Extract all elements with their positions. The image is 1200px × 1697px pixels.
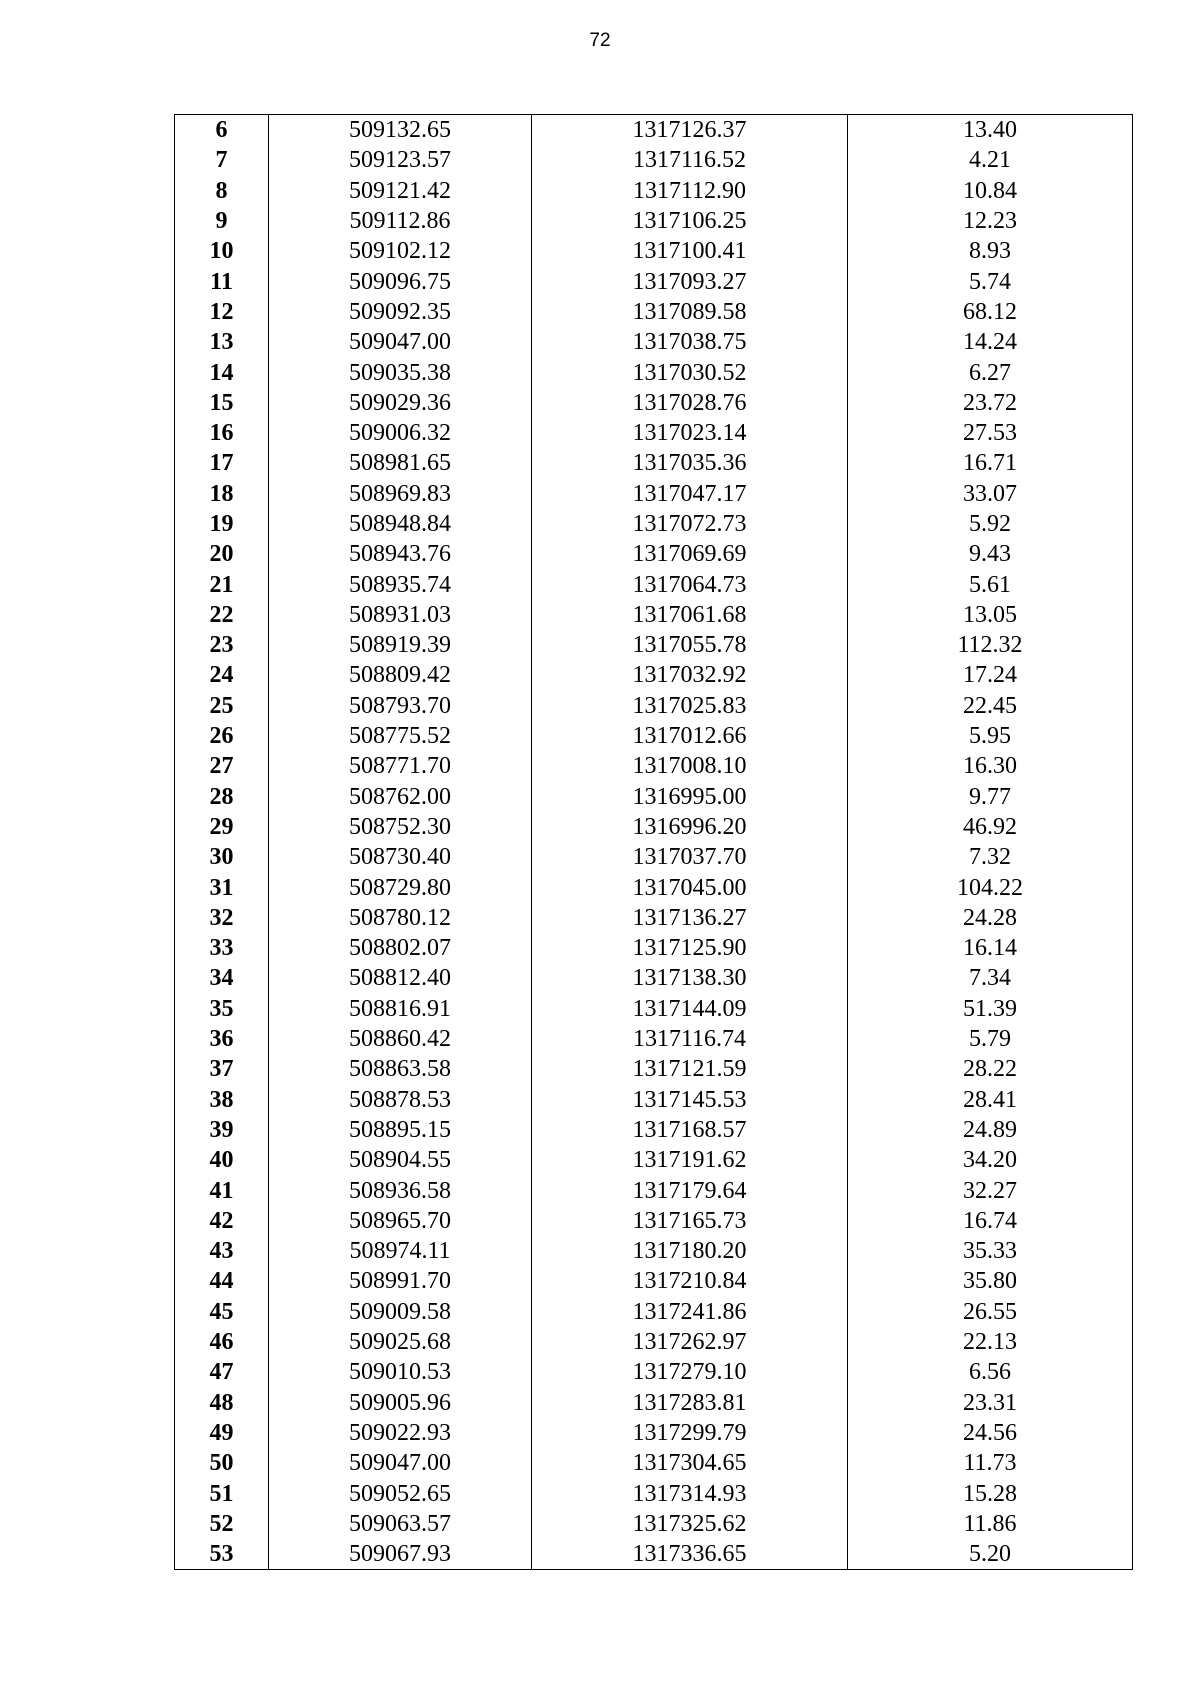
x-coordinate-cell: 509047.00 bbox=[269, 327, 532, 357]
y-coordinate-cell: 1317299.79 bbox=[532, 1418, 848, 1448]
table-row bbox=[175, 1418, 1133, 1448]
point-number-cell: 38 bbox=[175, 1085, 269, 1115]
coordinates-table bbox=[174, 114, 1133, 1570]
point-number-cell: 18 bbox=[175, 479, 269, 509]
distance-cell: 28.41 bbox=[848, 1085, 1133, 1115]
distance-cell: 14.24 bbox=[848, 327, 1133, 357]
y-coordinate-cell: 1316995.00 bbox=[532, 782, 848, 812]
x-coordinate-cell: 508936.58 bbox=[269, 1175, 532, 1205]
distance-cell: 104.22 bbox=[848, 872, 1133, 902]
table-row bbox=[175, 903, 1133, 933]
table-row bbox=[175, 630, 1133, 660]
y-coordinate-cell: 1317241.86 bbox=[532, 1297, 848, 1327]
y-coordinate-cell: 1317064.73 bbox=[532, 569, 848, 599]
point-number-cell: 8 bbox=[175, 176, 269, 206]
point-number-cell: 36 bbox=[175, 1024, 269, 1054]
y-coordinate-cell: 1317106.25 bbox=[532, 206, 848, 236]
x-coordinate-cell: 509010.53 bbox=[269, 1357, 532, 1387]
point-number-cell: 23 bbox=[175, 630, 269, 660]
point-number-cell: 37 bbox=[175, 1054, 269, 1084]
table-row bbox=[175, 206, 1133, 236]
table-row bbox=[175, 1327, 1133, 1357]
distance-cell: 13.05 bbox=[848, 600, 1133, 630]
y-coordinate-cell: 1317314.93 bbox=[532, 1478, 848, 1508]
x-coordinate-cell: 509067.93 bbox=[269, 1539, 532, 1570]
x-coordinate-cell: 509025.68 bbox=[269, 1327, 532, 1357]
distance-cell: 24.89 bbox=[848, 1115, 1133, 1145]
y-coordinate-cell: 1317025.83 bbox=[532, 691, 848, 721]
table-row bbox=[175, 297, 1133, 327]
x-coordinate-cell: 508802.07 bbox=[269, 933, 532, 963]
distance-cell: 4.21 bbox=[848, 145, 1133, 175]
distance-cell: 5.92 bbox=[848, 509, 1133, 539]
point-number-cell: 48 bbox=[175, 1387, 269, 1417]
y-coordinate-cell: 1317179.64 bbox=[532, 1175, 848, 1205]
y-coordinate-cell: 1317144.09 bbox=[532, 994, 848, 1024]
y-coordinate-cell: 1317279.10 bbox=[532, 1357, 848, 1387]
distance-cell: 13.40 bbox=[848, 115, 1133, 146]
distance-cell: 5.74 bbox=[848, 266, 1133, 296]
point-number-cell: 29 bbox=[175, 812, 269, 842]
point-number-cell: 16 bbox=[175, 418, 269, 448]
x-coordinate-cell: 509121.42 bbox=[269, 176, 532, 206]
distance-cell: 16.74 bbox=[848, 1206, 1133, 1236]
point-number-cell: 20 bbox=[175, 539, 269, 569]
point-number-cell: 26 bbox=[175, 721, 269, 751]
page-number: 72 bbox=[589, 30, 611, 51]
y-coordinate-cell: 1317023.14 bbox=[532, 418, 848, 448]
distance-cell: 22.45 bbox=[848, 691, 1133, 721]
x-coordinate-cell: 508812.40 bbox=[269, 963, 532, 993]
point-number-cell: 45 bbox=[175, 1297, 269, 1327]
x-coordinate-cell: 508943.76 bbox=[269, 539, 532, 569]
y-coordinate-cell: 1317116.52 bbox=[532, 145, 848, 175]
y-coordinate-cell: 1317047.17 bbox=[532, 479, 848, 509]
y-coordinate-cell: 1317116.74 bbox=[532, 1024, 848, 1054]
point-number-cell: 39 bbox=[175, 1115, 269, 1145]
y-coordinate-cell: 1317072.73 bbox=[532, 509, 848, 539]
y-coordinate-cell: 1317165.73 bbox=[532, 1206, 848, 1236]
point-number-cell: 50 bbox=[175, 1448, 269, 1478]
table-row bbox=[175, 1387, 1133, 1417]
y-coordinate-cell: 1317008.10 bbox=[532, 751, 848, 781]
x-coordinate-cell: 508965.70 bbox=[269, 1206, 532, 1236]
table-row bbox=[175, 1266, 1133, 1296]
point-number-cell: 9 bbox=[175, 206, 269, 236]
y-coordinate-cell: 1317112.90 bbox=[532, 176, 848, 206]
x-coordinate-cell: 508919.39 bbox=[269, 630, 532, 660]
table-row bbox=[175, 479, 1133, 509]
point-number-cell: 52 bbox=[175, 1509, 269, 1539]
x-coordinate-cell: 508981.65 bbox=[269, 448, 532, 478]
x-coordinate-cell: 509102.12 bbox=[269, 236, 532, 266]
x-coordinate-cell: 509092.35 bbox=[269, 297, 532, 327]
distance-cell: 6.27 bbox=[848, 357, 1133, 387]
distance-cell: 112.32 bbox=[848, 630, 1133, 660]
x-coordinate-cell: 509035.38 bbox=[269, 357, 532, 387]
point-number-cell: 33 bbox=[175, 933, 269, 963]
y-coordinate-cell: 1317089.58 bbox=[532, 297, 848, 327]
x-coordinate-cell: 508969.83 bbox=[269, 479, 532, 509]
point-number-cell: 47 bbox=[175, 1357, 269, 1387]
table-row bbox=[175, 1509, 1133, 1539]
distance-cell: 12.23 bbox=[848, 206, 1133, 236]
table-row bbox=[175, 782, 1133, 812]
y-coordinate-cell: 1317030.52 bbox=[532, 357, 848, 387]
point-number-cell: 25 bbox=[175, 691, 269, 721]
point-number-cell: 31 bbox=[175, 872, 269, 902]
x-coordinate-cell: 508863.58 bbox=[269, 1054, 532, 1084]
table-row bbox=[175, 509, 1133, 539]
distance-cell: 51.39 bbox=[848, 994, 1133, 1024]
x-coordinate-cell: 508793.70 bbox=[269, 691, 532, 721]
distance-cell: 23.31 bbox=[848, 1387, 1133, 1417]
point-number-cell: 32 bbox=[175, 903, 269, 933]
point-number-cell: 13 bbox=[175, 327, 269, 357]
point-number-cell: 40 bbox=[175, 1145, 269, 1175]
y-coordinate-cell: 1317283.81 bbox=[532, 1387, 848, 1417]
distance-cell: 8.93 bbox=[848, 236, 1133, 266]
point-number-cell: 22 bbox=[175, 600, 269, 630]
distance-cell: 17.24 bbox=[848, 660, 1133, 690]
y-coordinate-cell: 1317210.84 bbox=[532, 1266, 848, 1296]
table-row bbox=[175, 448, 1133, 478]
y-coordinate-cell: 1317336.65 bbox=[532, 1539, 848, 1570]
table-row bbox=[175, 963, 1133, 993]
table-row bbox=[175, 1175, 1133, 1205]
y-coordinate-cell: 1317061.68 bbox=[532, 600, 848, 630]
distance-cell: 32.27 bbox=[848, 1175, 1133, 1205]
y-coordinate-cell: 1317325.62 bbox=[532, 1509, 848, 1539]
distance-cell: 35.33 bbox=[848, 1236, 1133, 1266]
coordinates-table-body bbox=[175, 115, 1133, 1570]
distance-cell: 24.56 bbox=[848, 1418, 1133, 1448]
table-row bbox=[175, 236, 1133, 266]
point-number-cell: 11 bbox=[175, 266, 269, 296]
x-coordinate-cell: 509047.00 bbox=[269, 1448, 532, 1478]
table-row bbox=[175, 569, 1133, 599]
point-number-cell: 10 bbox=[175, 236, 269, 266]
distance-cell: 9.43 bbox=[848, 539, 1133, 569]
table-row bbox=[175, 872, 1133, 902]
y-coordinate-cell: 1317100.41 bbox=[532, 236, 848, 266]
x-coordinate-cell: 509132.65 bbox=[269, 115, 532, 146]
table-row bbox=[175, 266, 1133, 296]
y-coordinate-cell: 1317145.53 bbox=[532, 1085, 848, 1115]
distance-cell: 11.86 bbox=[848, 1509, 1133, 1539]
table-row bbox=[175, 1145, 1133, 1175]
table-row bbox=[175, 357, 1133, 387]
y-coordinate-cell: 1317138.30 bbox=[532, 963, 848, 993]
distance-cell: 46.92 bbox=[848, 812, 1133, 842]
x-coordinate-cell: 508895.15 bbox=[269, 1115, 532, 1145]
point-number-cell: 53 bbox=[175, 1539, 269, 1570]
y-coordinate-cell: 1317093.27 bbox=[532, 266, 848, 296]
point-number-cell: 44 bbox=[175, 1266, 269, 1296]
distance-cell: 5.95 bbox=[848, 721, 1133, 751]
table-row bbox=[175, 1448, 1133, 1478]
y-coordinate-cell: 1317262.97 bbox=[532, 1327, 848, 1357]
table-row bbox=[175, 418, 1133, 448]
x-coordinate-cell: 509112.86 bbox=[269, 206, 532, 236]
table-row bbox=[175, 388, 1133, 418]
y-coordinate-cell: 1317028.76 bbox=[532, 388, 848, 418]
y-coordinate-cell: 1317126.37 bbox=[532, 115, 848, 146]
table-row bbox=[175, 812, 1133, 842]
table-row bbox=[175, 1115, 1133, 1145]
y-coordinate-cell: 1317037.70 bbox=[532, 842, 848, 872]
distance-cell: 5.20 bbox=[848, 1539, 1133, 1570]
point-number-cell: 34 bbox=[175, 963, 269, 993]
table-row bbox=[175, 933, 1133, 963]
table-row bbox=[175, 721, 1133, 751]
x-coordinate-cell: 508816.91 bbox=[269, 994, 532, 1024]
distance-cell: 33.07 bbox=[848, 479, 1133, 509]
distance-cell: 6.56 bbox=[848, 1357, 1133, 1387]
distance-cell: 68.12 bbox=[848, 297, 1133, 327]
table-row bbox=[175, 176, 1133, 206]
point-number-cell: 43 bbox=[175, 1236, 269, 1266]
point-number-cell: 51 bbox=[175, 1478, 269, 1508]
point-number-cell: 27 bbox=[175, 751, 269, 781]
distance-cell: 28.22 bbox=[848, 1054, 1133, 1084]
x-coordinate-cell: 509009.58 bbox=[269, 1297, 532, 1327]
distance-cell: 9.77 bbox=[848, 782, 1133, 812]
y-coordinate-cell: 1317121.59 bbox=[532, 1054, 848, 1084]
distance-cell: 7.32 bbox=[848, 842, 1133, 872]
table-row bbox=[175, 1357, 1133, 1387]
point-number-cell: 6 bbox=[175, 115, 269, 146]
y-coordinate-cell: 1317191.62 bbox=[532, 1145, 848, 1175]
distance-cell: 7.34 bbox=[848, 963, 1133, 993]
distance-cell: 5.61 bbox=[848, 569, 1133, 599]
point-number-cell: 42 bbox=[175, 1206, 269, 1236]
x-coordinate-cell: 508904.55 bbox=[269, 1145, 532, 1175]
y-coordinate-cell: 1317125.90 bbox=[532, 933, 848, 963]
table-row bbox=[175, 539, 1133, 569]
y-coordinate-cell: 1317038.75 bbox=[532, 327, 848, 357]
point-number-cell: 15 bbox=[175, 388, 269, 418]
table-row bbox=[175, 1024, 1133, 1054]
y-coordinate-cell: 1317136.27 bbox=[532, 903, 848, 933]
distance-cell: 5.79 bbox=[848, 1024, 1133, 1054]
x-coordinate-cell: 508729.80 bbox=[269, 872, 532, 902]
x-coordinate-cell: 509029.36 bbox=[269, 388, 532, 418]
distance-cell: 35.80 bbox=[848, 1266, 1133, 1296]
x-coordinate-cell: 508752.30 bbox=[269, 812, 532, 842]
y-coordinate-cell: 1317055.78 bbox=[532, 630, 848, 660]
distance-cell: 23.72 bbox=[848, 388, 1133, 418]
x-coordinate-cell: 508775.52 bbox=[269, 721, 532, 751]
point-number-cell: 28 bbox=[175, 782, 269, 812]
y-coordinate-cell: 1317012.66 bbox=[532, 721, 848, 751]
point-number-cell: 17 bbox=[175, 448, 269, 478]
x-coordinate-cell: 508780.12 bbox=[269, 903, 532, 933]
point-number-cell: 30 bbox=[175, 842, 269, 872]
table-row bbox=[175, 1085, 1133, 1115]
distance-cell: 11.73 bbox=[848, 1448, 1133, 1478]
x-coordinate-cell: 509052.65 bbox=[269, 1478, 532, 1508]
distance-cell: 27.53 bbox=[848, 418, 1133, 448]
x-coordinate-cell: 509022.93 bbox=[269, 1418, 532, 1448]
point-number-cell: 24 bbox=[175, 660, 269, 690]
x-coordinate-cell: 509005.96 bbox=[269, 1387, 532, 1417]
point-number-cell: 35 bbox=[175, 994, 269, 1024]
x-coordinate-cell: 508878.53 bbox=[269, 1085, 532, 1115]
table-row bbox=[175, 994, 1133, 1024]
distance-cell: 16.71 bbox=[848, 448, 1133, 478]
table-row bbox=[175, 600, 1133, 630]
y-coordinate-cell: 1317035.36 bbox=[532, 448, 848, 478]
distance-cell: 34.20 bbox=[848, 1145, 1133, 1175]
y-coordinate-cell: 1317069.69 bbox=[532, 539, 848, 569]
y-coordinate-cell: 1316996.20 bbox=[532, 812, 848, 842]
distance-cell: 22.13 bbox=[848, 1327, 1133, 1357]
table-row bbox=[175, 145, 1133, 175]
x-coordinate-cell: 508935.74 bbox=[269, 569, 532, 599]
x-coordinate-cell: 508974.11 bbox=[269, 1236, 532, 1266]
point-number-cell: 12 bbox=[175, 297, 269, 327]
distance-cell: 15.28 bbox=[848, 1478, 1133, 1508]
table-row bbox=[175, 1539, 1133, 1570]
y-coordinate-cell: 1317168.57 bbox=[532, 1115, 848, 1145]
distance-cell: 26.55 bbox=[848, 1297, 1133, 1327]
table-row bbox=[175, 751, 1133, 781]
x-coordinate-cell: 509123.57 bbox=[269, 145, 532, 175]
table-row bbox=[175, 691, 1133, 721]
x-coordinate-cell: 508771.70 bbox=[269, 751, 532, 781]
x-coordinate-cell: 509006.32 bbox=[269, 418, 532, 448]
distance-cell: 16.30 bbox=[848, 751, 1133, 781]
distance-cell: 16.14 bbox=[848, 933, 1133, 963]
x-coordinate-cell: 509096.75 bbox=[269, 266, 532, 296]
table-row bbox=[175, 842, 1133, 872]
x-coordinate-cell: 508762.00 bbox=[269, 782, 532, 812]
y-coordinate-cell: 1317304.65 bbox=[532, 1448, 848, 1478]
y-coordinate-cell: 1317180.20 bbox=[532, 1236, 848, 1266]
x-coordinate-cell: 508991.70 bbox=[269, 1266, 532, 1296]
point-number-cell: 7 bbox=[175, 145, 269, 175]
table-row bbox=[175, 1478, 1133, 1508]
x-coordinate-cell: 508860.42 bbox=[269, 1024, 532, 1054]
table-row bbox=[175, 115, 1133, 146]
table-row bbox=[175, 1236, 1133, 1266]
point-number-cell: 21 bbox=[175, 569, 269, 599]
x-coordinate-cell: 508809.42 bbox=[269, 660, 532, 690]
table-row bbox=[175, 1054, 1133, 1084]
table-row bbox=[175, 1206, 1133, 1236]
point-number-cell: 19 bbox=[175, 509, 269, 539]
table-row bbox=[175, 1297, 1133, 1327]
x-coordinate-cell: 508730.40 bbox=[269, 842, 532, 872]
point-number-cell: 14 bbox=[175, 357, 269, 387]
table-row bbox=[175, 327, 1133, 357]
x-coordinate-cell: 508931.03 bbox=[269, 600, 532, 630]
distance-cell: 24.28 bbox=[848, 903, 1133, 933]
table-row bbox=[175, 660, 1133, 690]
y-coordinate-cell: 1317032.92 bbox=[532, 660, 848, 690]
point-number-cell: 49 bbox=[175, 1418, 269, 1448]
distance-cell: 10.84 bbox=[848, 176, 1133, 206]
point-number-cell: 41 bbox=[175, 1175, 269, 1205]
x-coordinate-cell: 509063.57 bbox=[269, 1509, 532, 1539]
y-coordinate-cell: 1317045.00 bbox=[532, 872, 848, 902]
point-number-cell: 46 bbox=[175, 1327, 269, 1357]
x-coordinate-cell: 508948.84 bbox=[269, 509, 532, 539]
